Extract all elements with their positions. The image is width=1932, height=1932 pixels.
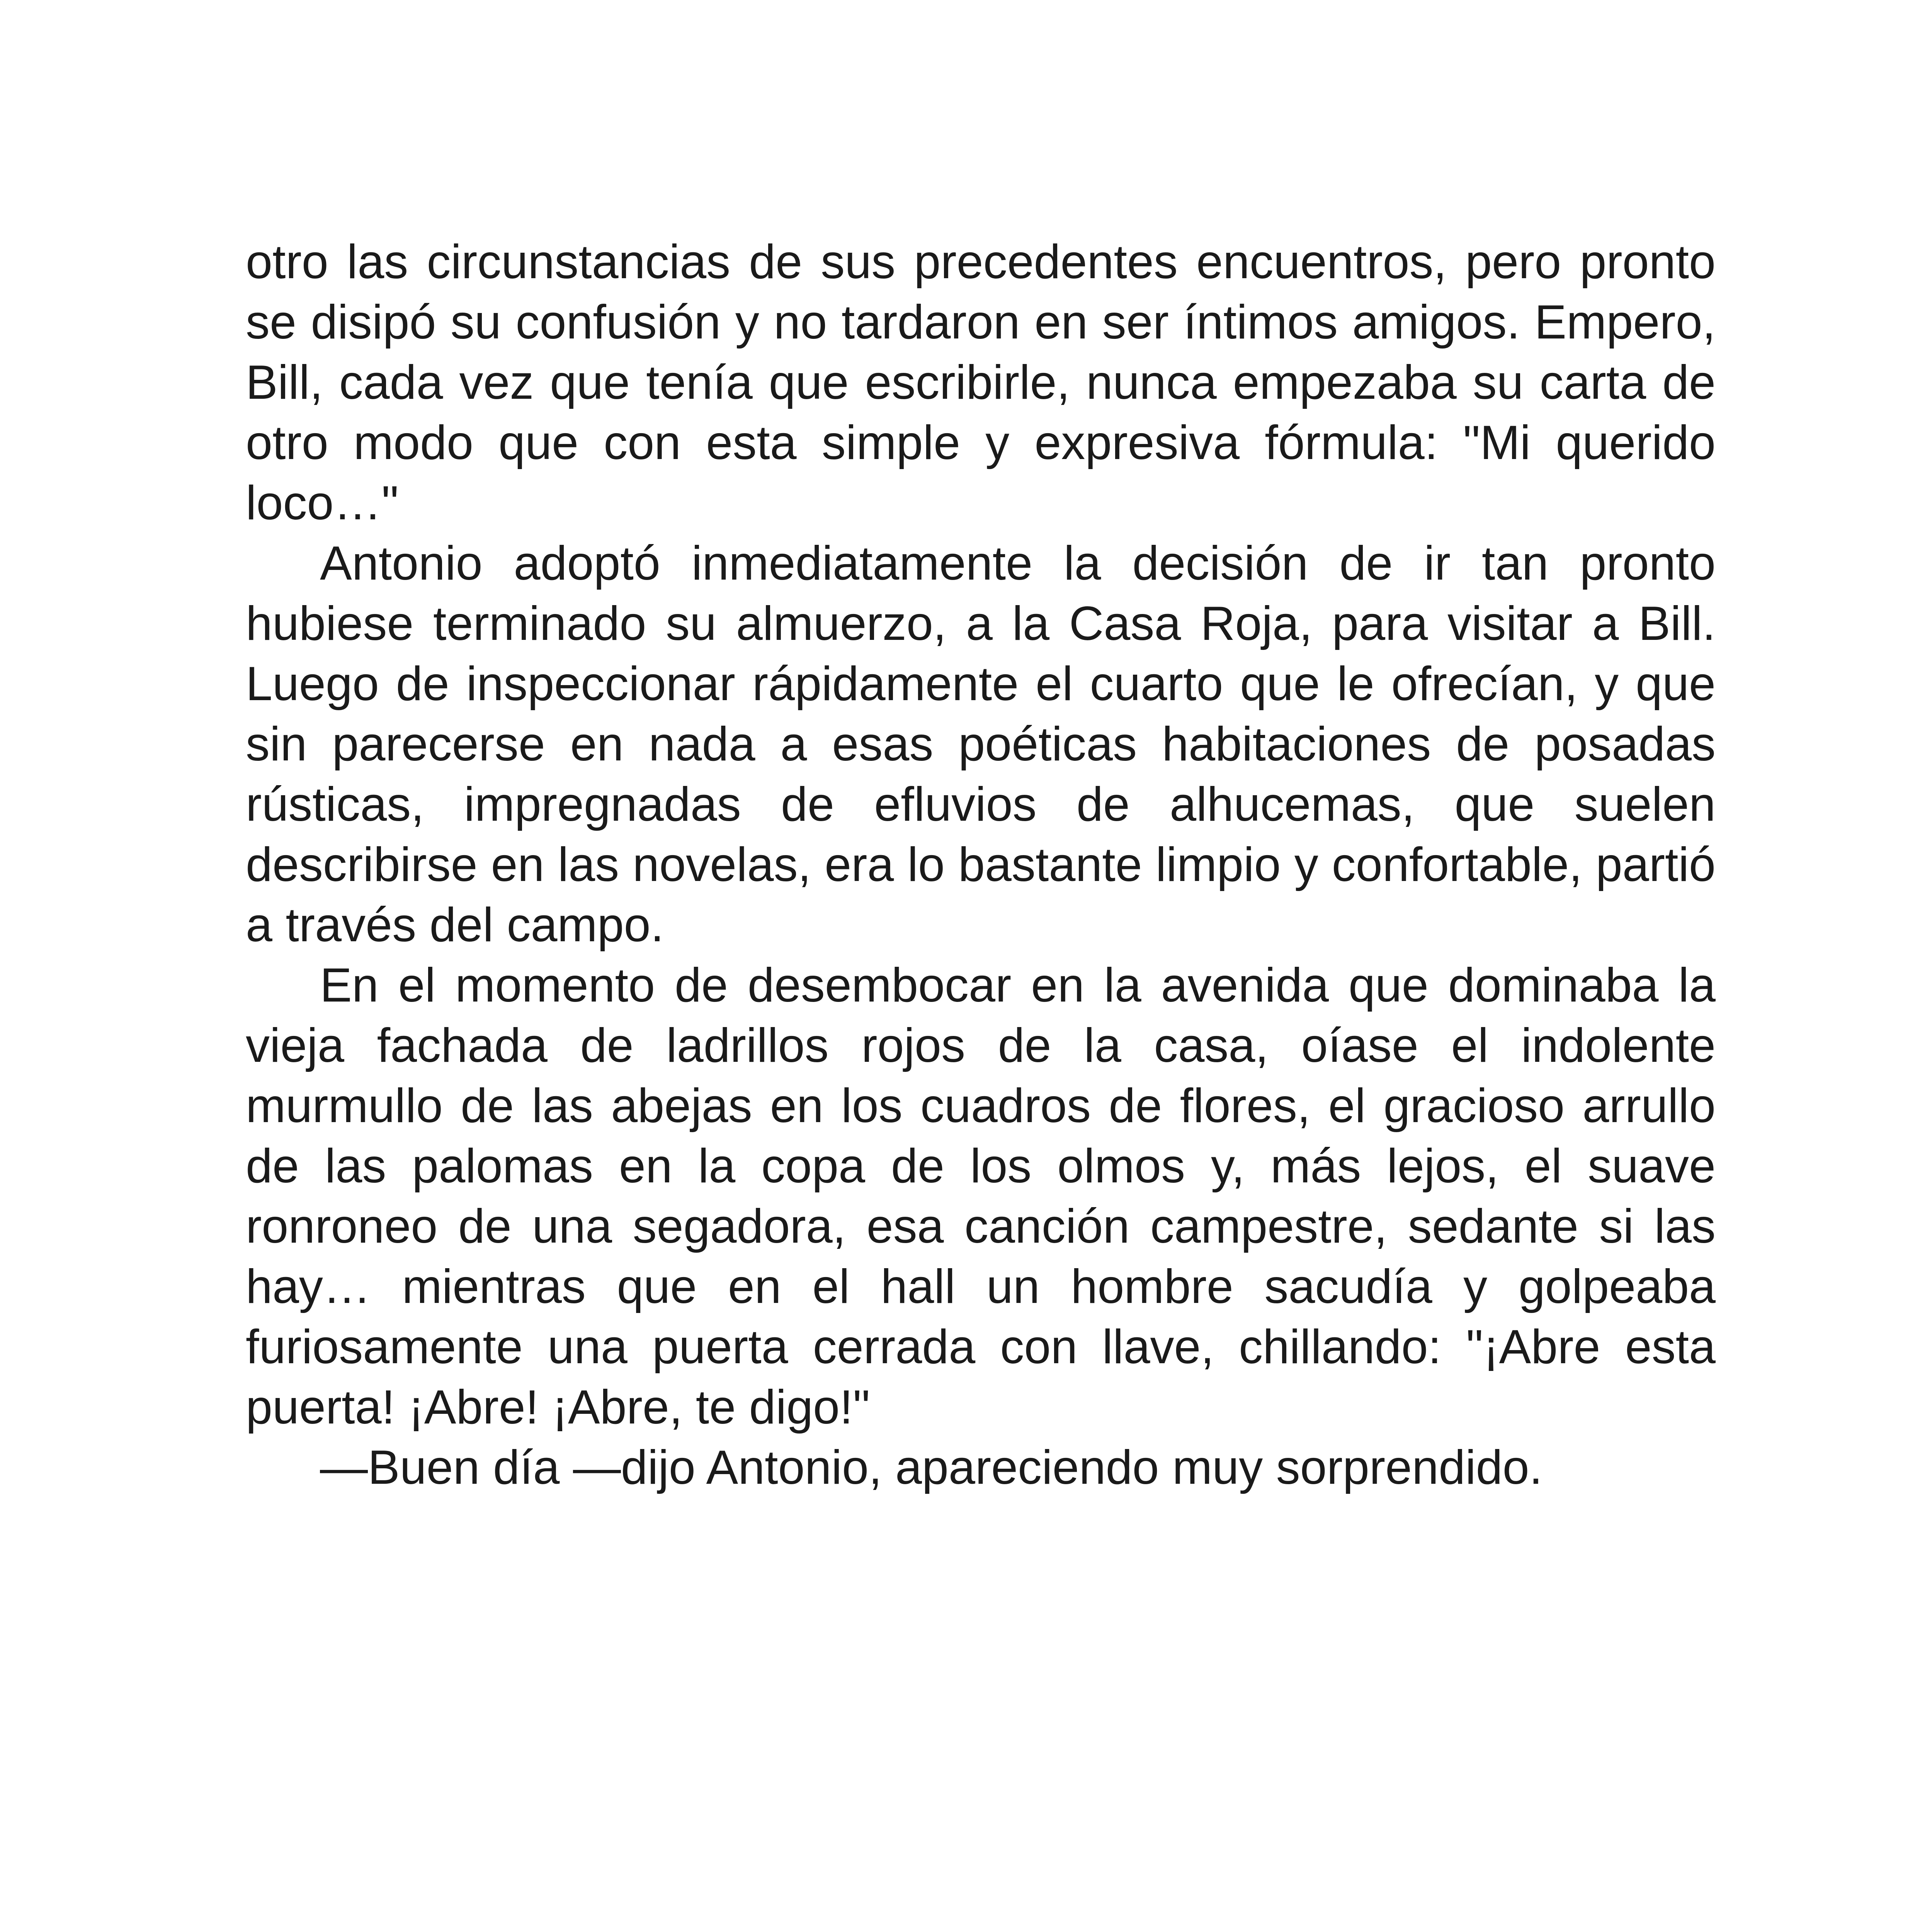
paragraph-2: Antonio adoptó inmediatamente la decisión de ir tan pronto hubiese terminado su almuerzo, a la Casa Roja, para visitar a Bill. Luego de inspeccionar rápidamente el cuarto que le ofrecían, y que sin parecerse en nada a esas poéticas habitaciones de posadas rústicas, impregnadas de efluvios de alhucemas, que suelen describirse en las novelas, era lo bastante limpio y confortable, partió a través del campo. [246, 537, 1716, 952]
paragraph-1: otro las circunstancias de sus precedentes encuentros, pero pronto se disipó su confusión y no tardaron en ser íntimos amigos. Empero, Bill, cada vez que tenía que escribirle, nunca empezaba su carta de otro modo que con esta simple y expresiva fórmula: "Mi querido loco…" [246, 235, 1716, 530]
paragraph-4-dialogue: —Buen día —dijo Antonio, apareciendo muy sorprendido. [320, 1441, 1543, 1494]
paragraph-3: En el momento de desembocar en la avenida que dominaba la vieja fachada de ladrillos rojos de la casa, oíase el indolente murmullo de las abejas en los cuadros de flores, el gracioso arrullo de las palomas en la copa de los olmos y, más lejos, el suave ronroneo de una segadora, esa canción campestre, sedante si las hay… mientras que en el hall un hombre sacudía y golpeaba furiosamente una puerta cerrada con llave, chillando: "¡Abre esta puerta! ¡Abre! ¡Abre, te digo!" [246, 959, 1716, 1434]
body-text [246, 232, 1716, 1498]
